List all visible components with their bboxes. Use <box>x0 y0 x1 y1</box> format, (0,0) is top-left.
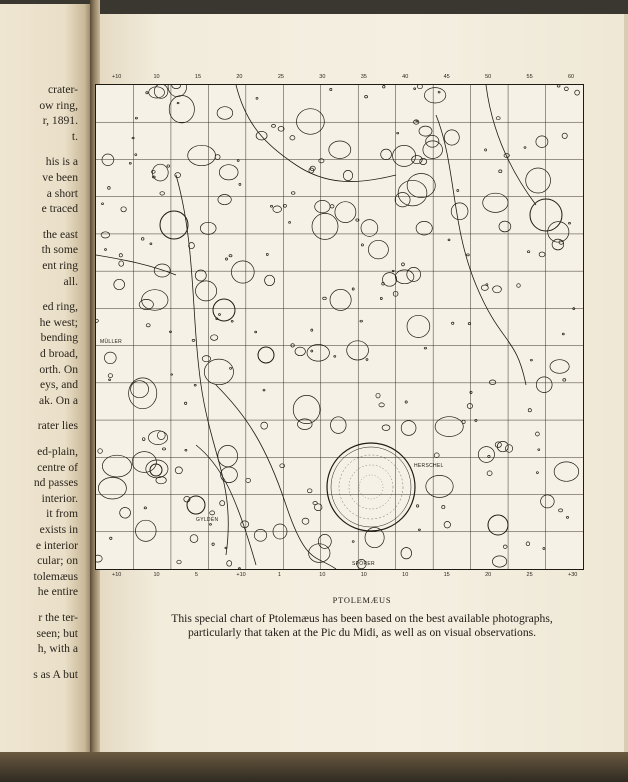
crater <box>254 529 266 541</box>
crater <box>554 462 579 481</box>
crater <box>231 321 233 323</box>
crater <box>564 87 568 91</box>
crater <box>102 203 104 205</box>
crater <box>398 180 427 206</box>
crater <box>475 419 477 421</box>
left-page-text-line: all. <box>63 274 78 288</box>
crater <box>444 130 459 145</box>
crater <box>177 102 179 103</box>
crater <box>543 548 545 550</box>
crater <box>241 521 249 528</box>
left-page-text-line: he west; <box>39 315 78 329</box>
crater <box>442 506 445 509</box>
crater <box>407 315 430 337</box>
crater <box>488 455 490 457</box>
left-page-text-line: s as A but <box>33 667 78 681</box>
crater <box>136 520 157 541</box>
map-tick-label: 20 <box>236 74 243 80</box>
crater <box>215 155 220 160</box>
crater <box>273 524 287 539</box>
crater <box>401 421 416 436</box>
crater <box>238 568 240 569</box>
crater <box>356 219 359 221</box>
crater <box>227 561 232 567</box>
crater <box>184 402 186 404</box>
crater <box>101 232 110 238</box>
crater <box>219 165 238 180</box>
crater <box>263 389 265 391</box>
crater <box>426 475 453 497</box>
map-label-sporer: SPÖRER <box>352 561 375 567</box>
crater <box>280 464 285 468</box>
left-page-text-line: it from <box>46 507 78 521</box>
left-page <box>0 4 92 752</box>
crater <box>132 452 156 473</box>
crater <box>270 205 272 207</box>
crater <box>499 170 502 173</box>
crater <box>150 243 152 245</box>
crater <box>426 135 439 147</box>
crater <box>468 323 470 325</box>
crater <box>424 88 445 103</box>
crater <box>457 190 459 192</box>
left-page-text-line: ent ring <box>42 259 78 272</box>
crater <box>481 285 488 290</box>
crater <box>177 560 181 564</box>
crater <box>172 85 181 89</box>
crater <box>334 356 336 358</box>
crater <box>231 261 254 283</box>
map-tick-label: 20 <box>485 572 492 578</box>
crater <box>526 168 551 193</box>
crater <box>192 339 195 341</box>
crater <box>196 281 217 301</box>
crater <box>383 85 385 88</box>
crater <box>204 359 233 385</box>
crater <box>530 359 532 361</box>
crater <box>188 145 216 165</box>
crater <box>202 356 210 362</box>
crater <box>102 455 131 477</box>
crater <box>307 345 329 362</box>
map-tick-label: 60 <box>568 74 575 80</box>
crater <box>311 329 313 331</box>
map-tick-label: 10 <box>153 572 160 578</box>
left-page-text-line: seen; but <box>36 626 78 640</box>
crater <box>487 471 492 476</box>
crater <box>146 324 150 327</box>
crater <box>528 409 531 412</box>
map-tick-label: 50 <box>485 74 492 80</box>
left-page-text-line: ve been <box>42 171 78 184</box>
crater <box>218 445 238 466</box>
crater <box>524 147 526 149</box>
crater <box>416 505 418 507</box>
book-cover-edge <box>0 752 628 782</box>
crater <box>289 222 291 224</box>
crater <box>503 545 507 548</box>
crater <box>382 425 390 431</box>
crater <box>194 384 196 386</box>
crater <box>302 518 309 524</box>
crater <box>383 273 397 287</box>
crater <box>119 261 124 266</box>
left-page-text-line: tolemæus <box>33 569 78 583</box>
map-tick-label: 45 <box>443 74 450 80</box>
crater <box>402 263 405 266</box>
crater <box>210 524 212 526</box>
crater <box>96 319 98 322</box>
left-page-text-line: a short <box>46 186 78 200</box>
crater <box>230 367 232 369</box>
crater <box>237 160 239 162</box>
crater <box>160 192 165 195</box>
crater <box>261 422 268 429</box>
crater <box>395 270 414 284</box>
ptolemaeus-crater <box>327 443 415 531</box>
crater <box>536 432 540 436</box>
crater <box>142 438 145 441</box>
crater <box>438 91 440 93</box>
crater <box>434 453 439 458</box>
left-page-text-line: r, 1891. <box>42 114 78 128</box>
map-tick-label: +30 <box>568 572 578 578</box>
crater <box>108 187 111 190</box>
crater <box>395 193 410 207</box>
crater <box>329 141 351 158</box>
left-page-text-line: e traced <box>41 202 78 216</box>
crater <box>146 460 168 478</box>
map-label-herschel: HERSCHEL <box>414 463 444 469</box>
crater <box>246 478 251 482</box>
crater <box>156 477 166 484</box>
crater <box>485 149 487 151</box>
crater <box>541 495 555 508</box>
crater <box>312 213 338 239</box>
crater <box>119 254 122 257</box>
crater <box>239 183 241 185</box>
crater <box>330 88 332 90</box>
crater <box>563 379 566 382</box>
crater <box>311 350 313 352</box>
crater <box>121 207 126 212</box>
crater <box>323 297 327 300</box>
crater <box>187 496 205 514</box>
crater <box>160 211 188 239</box>
crater <box>284 204 287 207</box>
map-tick-label: +10 <box>112 572 122 578</box>
map-tick-label: 35 <box>360 74 367 80</box>
crater <box>343 170 352 180</box>
crater <box>444 521 450 528</box>
crater <box>536 136 548 148</box>
crater <box>169 96 194 123</box>
crater <box>167 165 170 167</box>
crater <box>273 206 282 213</box>
crater <box>141 238 144 241</box>
left-page-text-line: cular; on <box>37 554 78 568</box>
crater <box>366 359 368 361</box>
crater <box>110 537 112 539</box>
crater <box>492 556 506 567</box>
left-page-text-line: e interior <box>35 538 78 552</box>
crater <box>185 449 187 451</box>
crater <box>368 240 388 259</box>
map-label-muller: MÜLLER <box>100 339 123 345</box>
crater <box>365 96 368 98</box>
map-tick-label: +10 <box>236 572 246 578</box>
left-page-text-line: centre of <box>37 460 78 474</box>
crater <box>171 374 173 375</box>
left-page-text-line: bending <box>40 331 78 345</box>
crater <box>550 360 569 374</box>
crater <box>146 92 148 94</box>
map-tick-label: 55 <box>526 74 533 80</box>
crater <box>290 136 295 140</box>
left-page-text-line: d broad, <box>40 347 78 360</box>
left-page-text-line: t. <box>71 129 78 143</box>
left-page-text-line: his is a <box>45 155 78 169</box>
left-page-text-line: ow ring, <box>39 98 78 112</box>
left-page-text-line: crater- <box>47 83 78 96</box>
crater <box>401 548 412 559</box>
crater <box>470 391 472 393</box>
crater <box>538 449 540 451</box>
crater <box>419 126 432 136</box>
crater <box>154 264 170 277</box>
left-page-text-line: interior. <box>41 491 78 505</box>
left-page-text-line: ed ring, <box>42 300 78 314</box>
map-tick-label: 10 <box>153 74 160 80</box>
chart-caption-title: PTOLEMÆUS <box>332 596 392 605</box>
map-tick-label: 25 <box>526 572 533 578</box>
crater <box>195 270 206 281</box>
crater <box>266 253 268 255</box>
crater <box>120 508 131 519</box>
crater <box>452 322 454 324</box>
map-tick-label: 10 <box>319 572 326 578</box>
crater <box>330 205 334 208</box>
crater <box>313 502 317 505</box>
crater <box>226 258 228 260</box>
crater <box>98 449 103 454</box>
crater <box>416 120 418 122</box>
map-label-gylden: GYLDÉN <box>196 517 219 523</box>
crater <box>162 448 165 450</box>
map-tick-label: 5 <box>194 572 198 578</box>
crater <box>393 145 416 166</box>
left-page-text-line: nd passes <box>33 476 78 490</box>
crater <box>361 244 363 246</box>
crater <box>307 489 312 493</box>
left-page-text-line: the east <box>42 227 78 241</box>
crater <box>517 284 521 288</box>
crater <box>272 125 276 128</box>
chart-caption-line-2: particularly that taken at the Pic du Midi, as well as on visual observations. <box>187 626 537 639</box>
crater <box>526 542 530 546</box>
crater <box>376 393 380 398</box>
crater <box>96 555 102 562</box>
crater <box>102 154 114 166</box>
map-tick-label: 1 <box>277 572 281 578</box>
left-page-text-line: r the ter- <box>38 611 78 624</box>
crater <box>527 251 529 253</box>
crater <box>331 417 347 434</box>
crater <box>407 174 435 198</box>
crater <box>405 401 407 403</box>
crater <box>557 85 560 87</box>
crater <box>105 249 107 251</box>
left-page-text-line: rater lies <box>37 419 78 433</box>
crater <box>566 517 568 519</box>
crater <box>575 90 580 95</box>
crater <box>506 445 513 453</box>
crater <box>129 378 157 409</box>
crater <box>298 419 313 430</box>
crater <box>478 447 494 463</box>
map-tick-label: 10 <box>402 572 409 578</box>
crater <box>418 529 420 531</box>
crater <box>495 442 501 448</box>
crater <box>129 162 131 164</box>
crater <box>483 193 508 212</box>
crater <box>114 279 125 289</box>
crater <box>135 117 137 119</box>
crater <box>218 195 231 205</box>
crater <box>448 239 450 241</box>
crater <box>496 117 500 120</box>
crater <box>569 222 571 224</box>
map-tick-label: +10 <box>112 74 122 80</box>
crater <box>265 275 275 285</box>
crater <box>330 289 351 310</box>
crater <box>414 88 416 90</box>
crater <box>142 290 168 311</box>
map-tick-label: 25 <box>277 74 284 80</box>
crater <box>335 202 356 223</box>
crater <box>467 254 470 256</box>
crater <box>291 192 295 195</box>
map-tick-label: 30 <box>319 74 326 80</box>
crater <box>424 347 426 349</box>
crater <box>315 200 330 212</box>
crater <box>489 380 495 385</box>
crater <box>219 314 221 316</box>
crater <box>467 404 472 409</box>
crater <box>175 467 182 474</box>
crater <box>462 420 465 423</box>
crater <box>381 149 392 160</box>
crater <box>360 320 363 322</box>
crater <box>539 252 545 257</box>
crater <box>499 221 511 232</box>
crater <box>109 379 111 381</box>
crater <box>493 286 502 293</box>
crater <box>256 97 258 99</box>
crater <box>135 154 137 156</box>
left-page-text-line: exists in <box>39 523 78 536</box>
left-page-text-line: orth. On <box>39 362 78 376</box>
crater <box>380 297 382 299</box>
crater <box>536 472 538 474</box>
crater <box>132 137 134 139</box>
map-tick-label: 15 <box>443 572 450 578</box>
left-page-text-line: th some <box>41 243 78 257</box>
crater <box>352 288 354 290</box>
crater <box>417 85 422 89</box>
crater <box>170 331 172 333</box>
crater <box>220 501 225 506</box>
crater <box>416 221 432 235</box>
left-page-text-line: he entire <box>37 585 78 599</box>
crater <box>210 511 215 515</box>
crater <box>217 107 233 120</box>
crater <box>229 255 232 257</box>
lunar-chart <box>95 84 584 570</box>
crater <box>104 352 116 364</box>
crater <box>559 509 563 512</box>
left-page-text-line: ak. On a <box>39 393 78 407</box>
crater <box>295 347 305 356</box>
crater <box>297 109 325 135</box>
crater <box>213 299 235 321</box>
crater <box>190 535 198 543</box>
crater <box>536 377 552 393</box>
crater <box>211 335 218 341</box>
crater <box>212 543 214 545</box>
crater <box>397 132 399 134</box>
crater <box>451 203 468 220</box>
crater <box>98 477 126 499</box>
left-page-text-line: eys, and <box>40 378 78 392</box>
crater <box>352 541 354 543</box>
map-tick-label: 15 <box>194 74 202 80</box>
crater <box>562 133 567 138</box>
crater <box>144 507 146 509</box>
left-page-text-line: h, with a <box>37 642 78 656</box>
crater <box>347 341 369 360</box>
map-tick-label: 40 <box>402 74 409 80</box>
crater <box>379 403 384 407</box>
crater <box>435 417 463 437</box>
crater <box>258 347 274 363</box>
left-page-text-line: ed-plain, <box>37 445 78 458</box>
crater <box>562 333 564 335</box>
crater <box>497 441 508 451</box>
crater <box>255 331 257 333</box>
lunar-chart-drawing <box>96 85 583 569</box>
chart-caption-line-1: This special chart of Ptolemæus has been based on the best available photographs, <box>171 612 553 625</box>
crater <box>318 534 331 548</box>
crater <box>108 374 112 378</box>
crater <box>157 431 165 439</box>
crater <box>151 170 155 173</box>
map-tick-label: 10 <box>360 572 367 578</box>
